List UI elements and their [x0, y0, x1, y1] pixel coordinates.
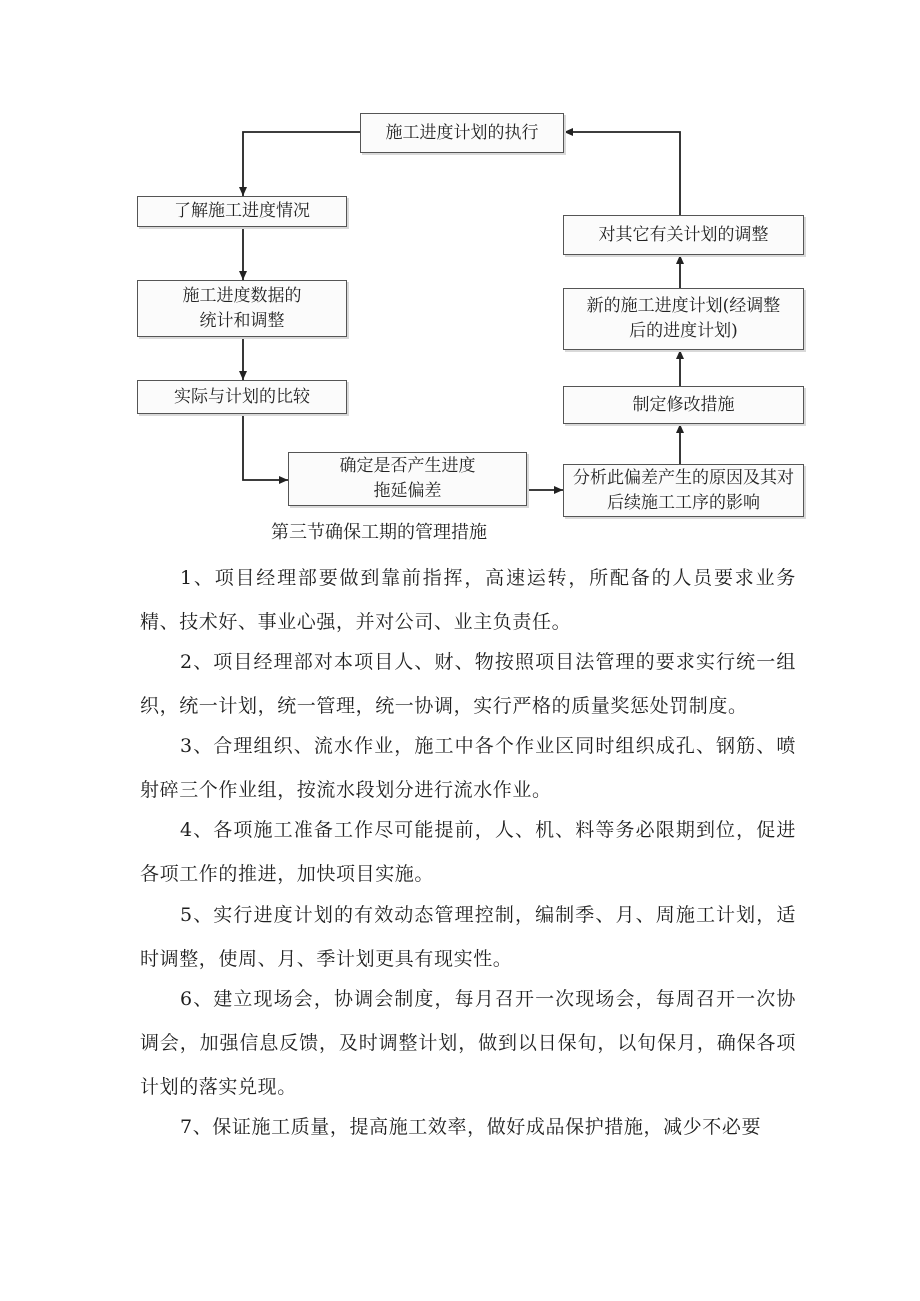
box-progress-statistics [137, 280, 347, 337]
box-new-schedule-line2: 后的进度计划) [629, 321, 738, 341]
box-formulate-measures [563, 386, 804, 424]
arrow-exec-to-understand [243, 132, 360, 196]
box-formulate-measures-label: 制定修改措施 [632, 394, 735, 415]
paragraph-3: 3、合理组织、流水作业，施工中各个作业区同时组织成孔、钢筋、喷射碎三个作业组，按流水段划分进行流水作业。 [140, 735, 796, 801]
box-understand-progress-label: 了解施工进度情况 [174, 201, 310, 222]
box-plan-execution-label: 施工进度计划的执行 [385, 122, 539, 143]
box-determine-delay-line1: 确定是否产生进度 [339, 456, 476, 477]
box-actual-vs-plan [137, 380, 347, 414]
box-determine-delay-line2: 拖延偏差 [373, 481, 442, 501]
paragraph-4: 4、各项施工准备工作尽可能提前，人、机、料等务必限期到位，促进各项工作的推进，加快项目实施。 [140, 819, 796, 885]
section-title: 第三节确保工期的管理措施 [271, 522, 487, 543]
box-progress-statistics-line2: 统计和调整 [199, 310, 285, 331]
box-new-schedule-line1: 新的施工进度计划(经调整 [586, 296, 781, 317]
box-actual-vs-plan-label: 实际与计划的比较 [174, 386, 310, 407]
arrow-adjust-to-exec [564, 132, 680, 215]
paragraph-1: 1、项目经理部要做到靠前指挥，高速运转，所配备的人员要求业务精、技术好、事业心强，并对公司、业主负责任。 [140, 567, 796, 633]
paragraph-7: 7、保证施工质量，提高施工效率，做好成品保护措施，减少不必要 [180, 1116, 762, 1138]
box-adjust-other-plans-label: 对其它有关计划的调整 [598, 224, 769, 245]
paragraph-2: 2、项目经理部对本项目人、财、物按照项目法管理的要求实行统一组织，统一计划，统一管理，统一协调，实行严格的质量奖惩处罚制度。 [140, 651, 796, 717]
box-adjust-other-plans [563, 215, 804, 255]
box-analyze-deviation [563, 464, 804, 517]
box-analyze-deviation-line1: 分析此偏差产生的原因及其对 [573, 467, 794, 488]
arrow-compare-to-delay [243, 414, 288, 480]
box-analyze-deviation-line2: 后续施工工序的影响 [607, 492, 760, 513]
box-progress-statistics-line1: 施工进度数据的 [182, 285, 302, 306]
box-understand-progress [137, 196, 347, 227]
box-plan-execution [360, 113, 564, 153]
box-determine-delay [288, 452, 527, 506]
box-new-schedule [563, 288, 804, 350]
paragraph-6: 6、建立现场会，协调会制度，每月召开一次现场会，每周召开一次协调会，加强信息反馈，及时调整计划，做到以日保旬，以旬保月，确保各项计划的落实兑现。 [140, 988, 796, 1098]
paragraph-5: 5、实行进度计划的有效动态管理控制，编制季、月、周施工计划，适时调整，使周、月、季计划更具有现实性。 [140, 904, 796, 970]
